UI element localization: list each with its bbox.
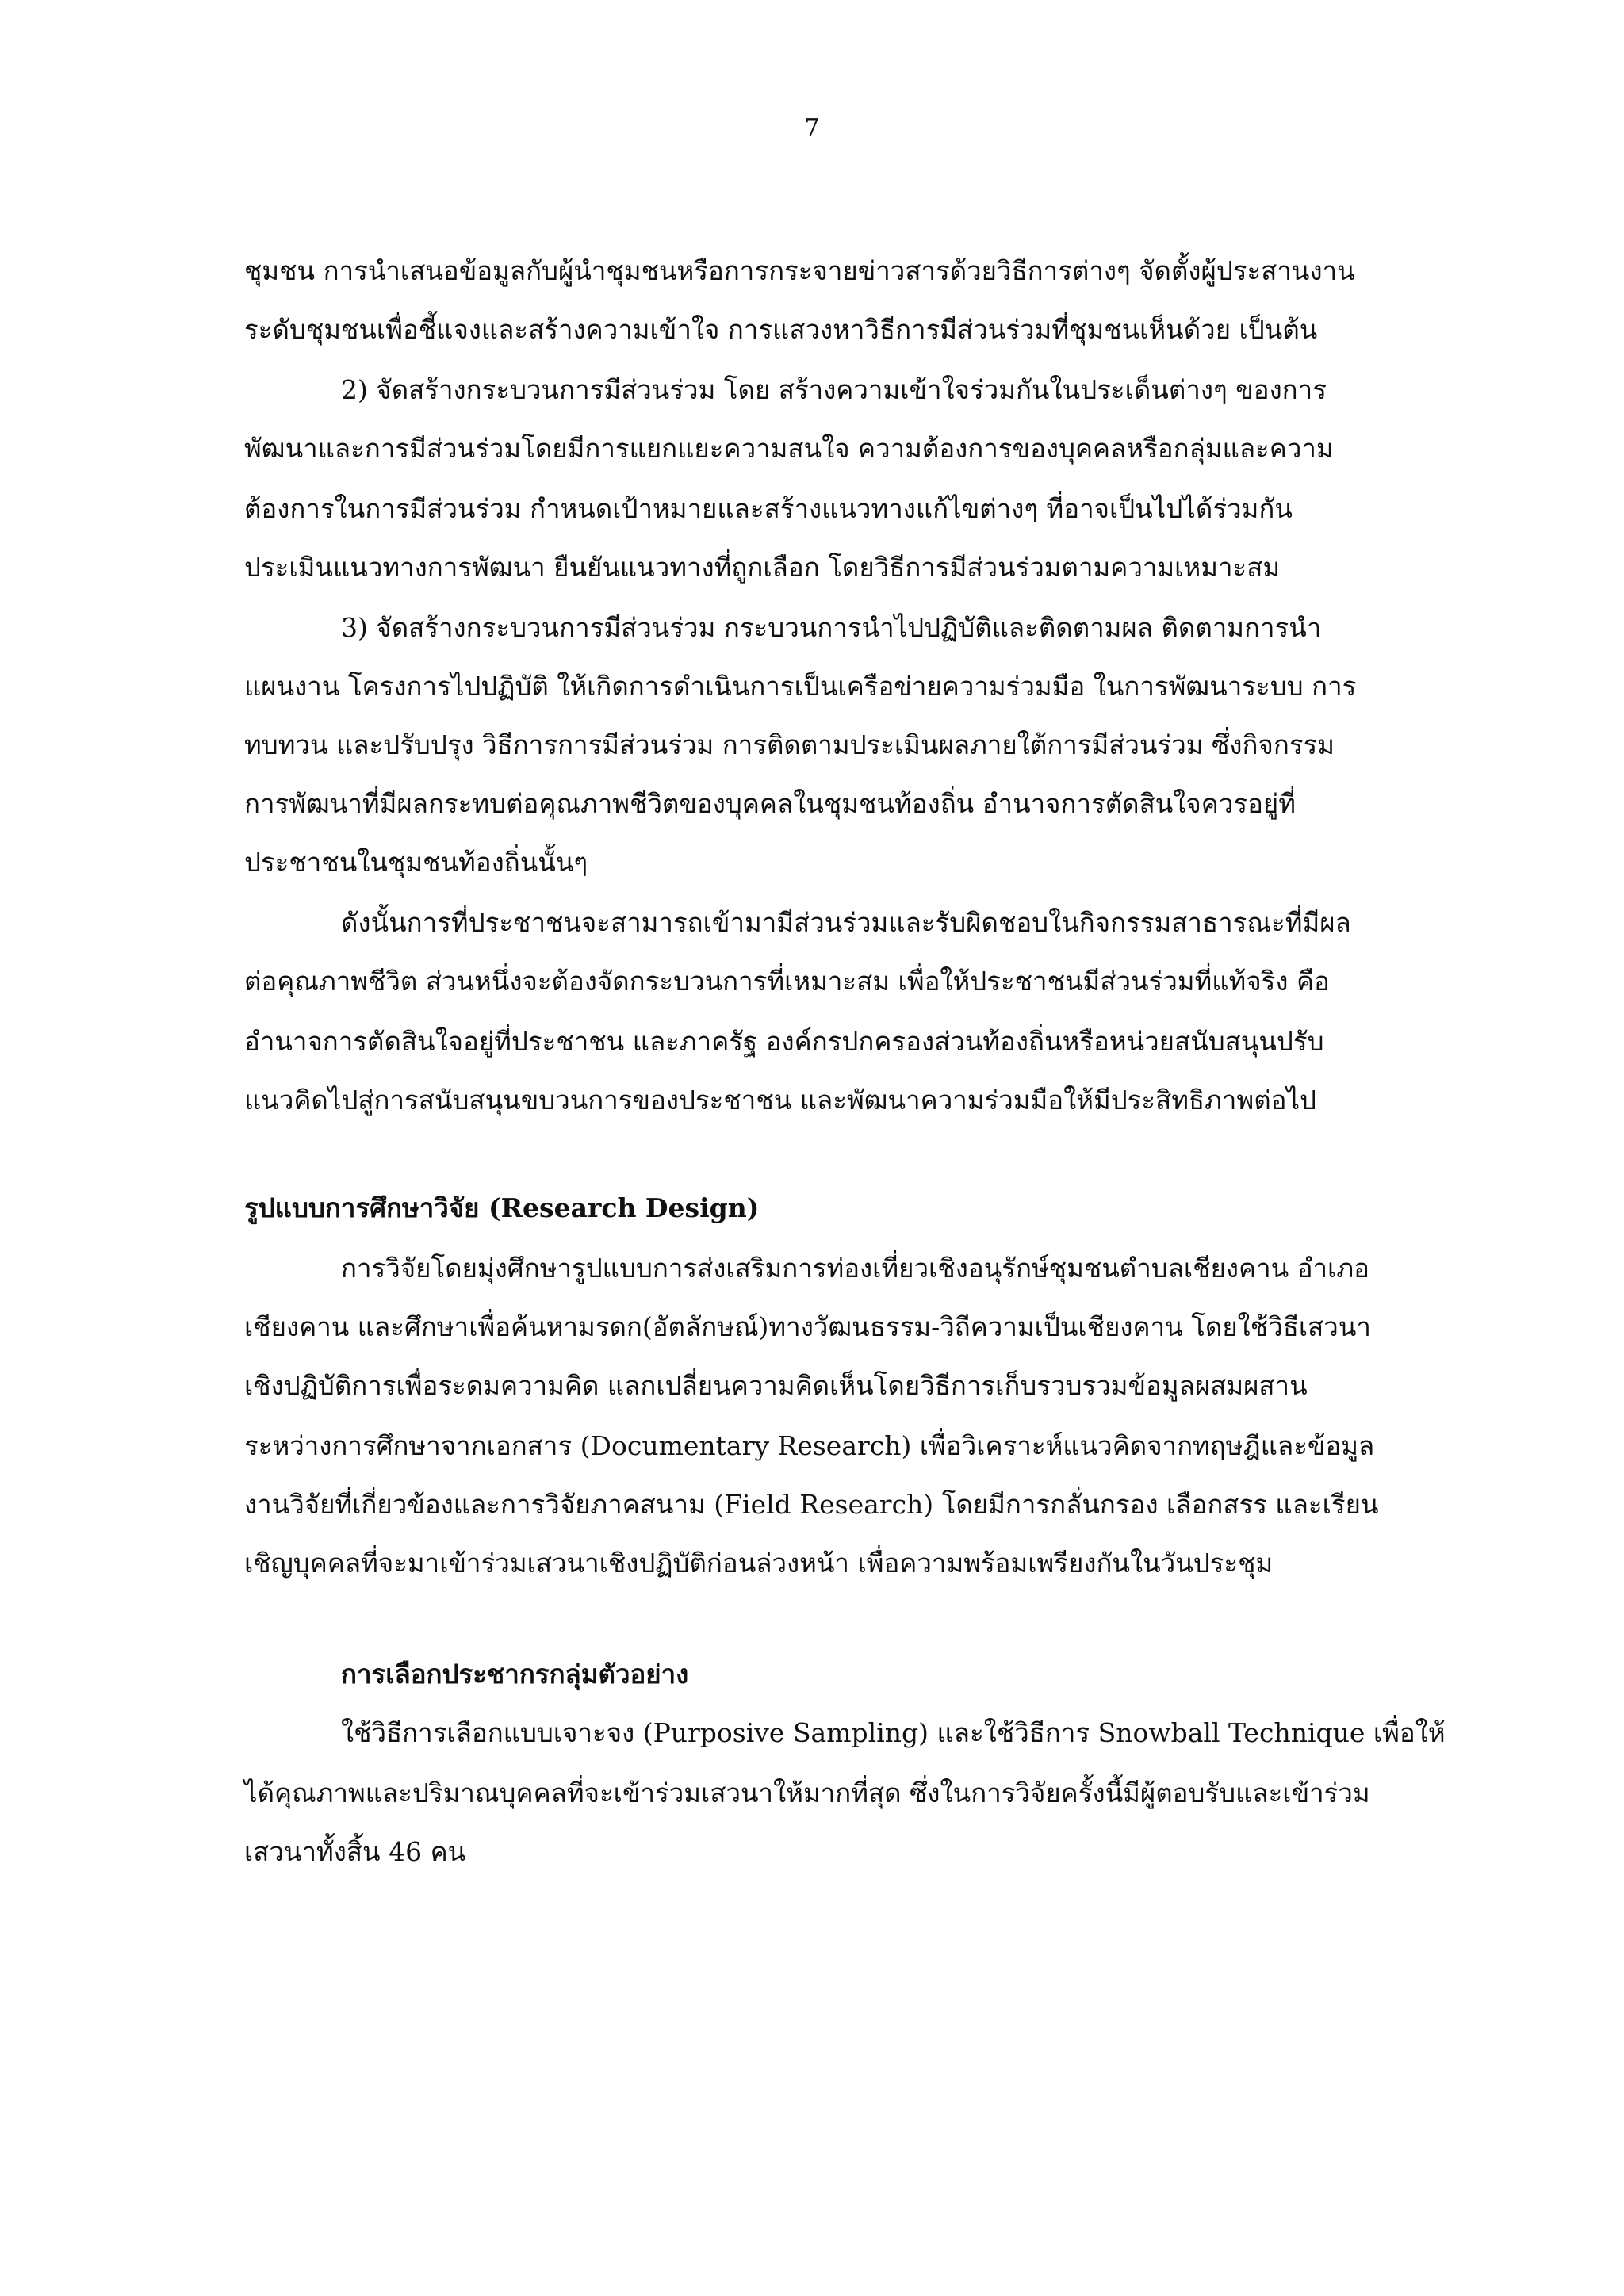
body-line: แผนงาน โครงการไปปฏิบัติ ให้เกิดการดำเนินการเป็นเครือข่ายความร่วมมือ ในการพัฒนาระบบ การ <box>244 671 1357 702</box>
body-line: เสวนาทั้งสิ้น 46 คน <box>244 1836 466 1867</box>
body-line: อำนาจการตัดสินใจอยู่ที่ประชาชน และภาครัฐ องค์กรปกครองส่วนท้องถิ่นหรือหน่วยสนับสนุนปรับ <box>244 1026 1324 1057</box>
body-line: พัฒนาและการมีส่วนร่วมโดยมีการแยกแยะความสนใจ ความต้องการของบุคคลหรือกลุ่มและความ <box>244 433 1334 464</box>
body-line: เชียงคาน และศึกษาเพื่อค้นหามรดก(อัตลักษณ์)ทางวัฒนธรรม-วิถีความเป็นเชียงคาน โดยใช้วิธีเสวนา <box>244 1311 1371 1342</box>
body-line: ประชาชนในชุมชนท้องถิ่นนั้นๆ <box>244 847 588 878</box>
body-line: ระดับชุมชนเพื่อชี้แจงและสร้างความเข้าใจ การแสวงหาวิธีการมีส่วนร่วมที่ชุมชนเห็นด้วย เป็นต้น <box>244 314 1318 345</box>
body-line: 3) จัดสร้างกระบวนการมีส่วนร่วม กระบวนการนำไปปฏิบัติและติดตามผล ติดตามการนำ <box>341 612 1322 643</box>
body-line: การวิจัยโดยมุ่งศึกษารูปแบบการส่งเสริมการท่องเที่ยวเชิงอนุรักษ์ชุมชนตำบลเชียงคาน อำเภอ <box>341 1253 1369 1284</box>
body-line: 2) จัดสร้างกระบวนการมีส่วนร่วม โดย สร้างความเข้าใจร่วมกันในประเด็นต่างๆ ของการ <box>341 374 1327 405</box>
body-line: ระหว่างการศึกษาจากเอกสาร (Documentary Research) เพื่อวิเคราะห์แนวคิดจากทฤษฎีและข้อมูล <box>244 1430 1375 1461</box>
body-line: เชิญบุคคลที่จะมาเข้าร่วมเสวนาเชิงปฏิบัติก่อนล่วงหน้า เพื่อความพร้อมเพรียงกันในวันประชุม <box>244 1548 1274 1578</box>
body-line: ทบทวน และปรับปรุง วิธีการการมีส่วนร่วม การติดตามประเมินผลภายใต้การมีส่วนร่วม ซึ่งกิจกรรม <box>244 729 1335 760</box>
body-line: แนวคิดไปสู่การสนับสนุนขบวนการของประชาชน และพัฒนาความร่วมมือให้มีประสิทธิภาพต่อไป <box>244 1085 1317 1115</box>
body-line: การพัฒนาที่มีผลกระทบต่อคุณภาพชีวิตของบุคคลในชุมชนท้องถิ่น อำนาจการตัดสินใจควรอยู่ที่ <box>244 788 1296 819</box>
body-line: เชิงปฏิบัติการเพื่อระดมความคิด แลกเปลี่ยนความคิดเห็นโดยวิธีการเก็บรวบรวมข้อมูลผสมผสาน <box>244 1370 1308 1401</box>
body-line: ดังนั้นการที่ประชาชนจะสามารถเข้ามามีส่วนร่วมและรับผิดชอบในกิจกรรมสาธารณะที่มีผล <box>341 907 1351 938</box>
body-line: ได้คุณภาพและปริมาณบุคคลที่จะเข้าร่วมเสวนาให้มากที่สุด ซึ่งในการวิจัยครั้งนี้มีผู้ตอบรับและเข้าร่วม <box>244 1777 1370 1808</box>
body-line: ชุมชน การนำเสนอข้อมูลกับผู้นำชุมชนหรือการกระจายข่าวสารด้วยวิธีการต่างๆ จัดตั้งผู้ประสานงาน <box>244 255 1355 286</box>
body-line: ต่อคุณภาพชีวิต ส่วนหนึ่งจะต้องจัดกระบวนการที่เหมาะสม เพื่อให้ประชาชนมีส่วนร่วมที่แท้จริง คือ <box>244 966 1330 997</box>
section-heading-sampling: การเลือกประชากรกลุ่มตัวอย่าง <box>341 1659 689 1689</box>
page-number: 7 <box>804 114 820 142</box>
body-line: ประเมินแนวทางการพัฒนา ยืนยันแนวทางที่ถูกเลือก โดยวิธีการมีส่วนร่วมตามความเหมาะสม <box>244 552 1281 583</box>
body-line: ใช้วิธีการเลือกแบบเจาะจง (Purposive Sampling) และใช้วิธีการ Snowball Technique เพื่อให้ <box>341 1717 1446 1748</box>
body-line: ต้องการในการมีส่วนร่วม กำหนดเป้าหมายและสร้างแนวทางแก้ไขต่างๆ ที่อาจเป็นไปได้ร่วมกัน <box>244 493 1293 524</box>
body-line: งานวิจัยที่เกี่ยวข้องและการวิจัยภาคสนาม (Field Research) โดยมีการกลั่นกรอง เลือกสรร และเรียน <box>244 1489 1379 1520</box>
section-heading-research-design: รูปแบบการศึกษาวิจัย (Research Design) <box>244 1192 760 1223</box>
